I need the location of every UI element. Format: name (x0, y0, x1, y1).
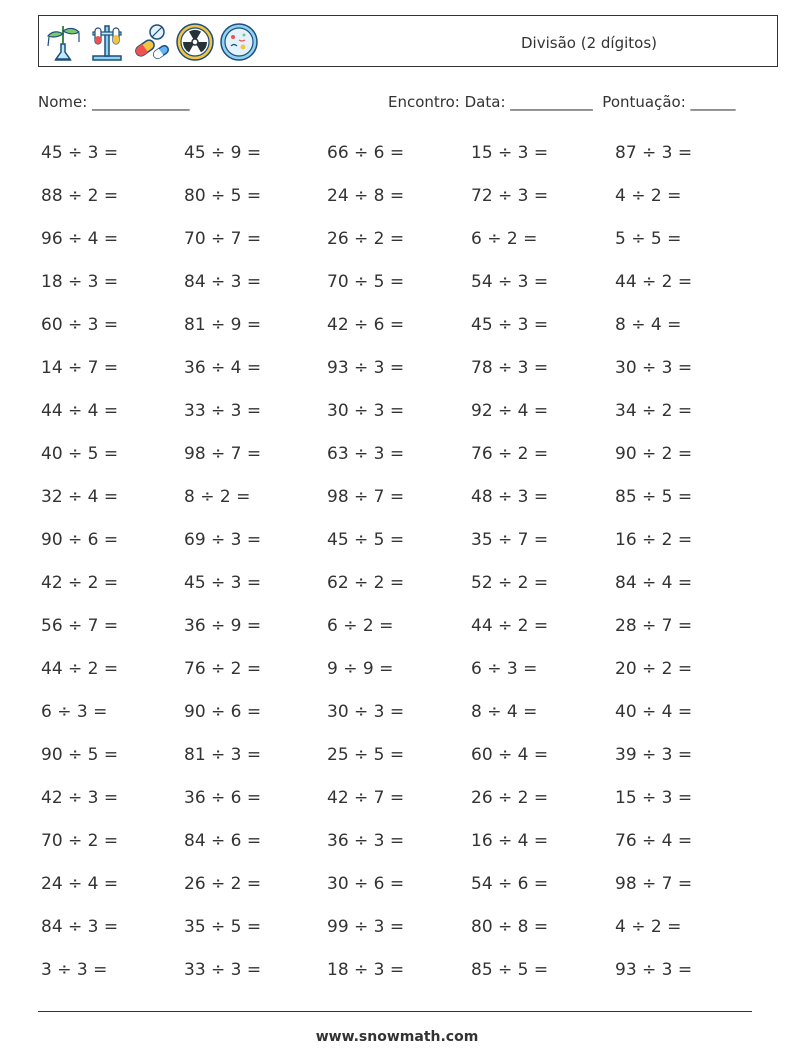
division-problem: 92 ÷ 4 = (471, 401, 549, 421)
worksheet-title: Divisão (2 dígitos) (521, 34, 657, 52)
division-problem: 84 ÷ 3 = (41, 917, 119, 937)
division-problem: 98 ÷ 7 = (327, 487, 405, 507)
division-problem: 20 ÷ 2 = (615, 659, 693, 679)
division-problem: 36 ÷ 3 = (327, 831, 405, 851)
division-problem: 14 ÷ 7 = (41, 358, 119, 378)
division-problem: 6 ÷ 2 = (471, 229, 538, 249)
division-problem: 24 ÷ 8 = (327, 186, 405, 206)
division-problem: 15 ÷ 3 = (615, 788, 693, 808)
division-problem: 45 ÷ 5 = (327, 530, 405, 550)
division-problem: 16 ÷ 2 = (615, 530, 693, 550)
division-problem: 44 ÷ 4 = (41, 401, 119, 421)
division-problem: 98 ÷ 7 = (615, 874, 693, 894)
division-problem: 52 ÷ 2 = (471, 573, 549, 593)
division-problem: 26 ÷ 2 = (327, 229, 405, 249)
division-problem: 44 ÷ 2 = (41, 659, 119, 679)
division-problem: 81 ÷ 9 = (184, 315, 262, 335)
division-problem: 34 ÷ 2 = (615, 401, 693, 421)
division-problem: 30 ÷ 6 = (327, 874, 405, 894)
division-problem: 36 ÷ 9 = (184, 616, 262, 636)
petri-dish-icon (219, 22, 259, 62)
division-problem: 15 ÷ 3 = (471, 143, 549, 163)
division-problem: 40 ÷ 4 = (615, 702, 693, 722)
worksheet-header (38, 15, 778, 67)
division-problem: 63 ÷ 3 = (327, 444, 405, 464)
division-problem: 42 ÷ 2 = (41, 573, 119, 593)
division-problem: 60 ÷ 3 = (41, 315, 119, 335)
division-problem: 45 ÷ 3 = (41, 143, 119, 163)
division-problem: 84 ÷ 3 = (184, 272, 262, 292)
division-problem: 70 ÷ 5 = (327, 272, 405, 292)
division-problem: 5 ÷ 5 = (615, 229, 682, 249)
division-problem: 85 ÷ 5 = (615, 487, 693, 507)
division-problem: 35 ÷ 7 = (471, 530, 549, 550)
division-problem: 72 ÷ 3 = (471, 186, 549, 206)
date-score-field-label: Encontro: Data: ___________ Pontuação: ______ (388, 93, 736, 111)
division-problem: 81 ÷ 3 = (184, 745, 262, 765)
division-problem: 42 ÷ 3 = (41, 788, 119, 808)
division-problem: 88 ÷ 2 = (41, 186, 119, 206)
division-problem: 16 ÷ 4 = (471, 831, 549, 851)
division-problem: 8 ÷ 4 = (471, 702, 538, 722)
division-problem: 40 ÷ 5 = (41, 444, 119, 464)
division-problem: 54 ÷ 3 = (471, 272, 549, 292)
division-problem: 70 ÷ 2 = (41, 831, 119, 851)
division-problem: 35 ÷ 5 = (184, 917, 262, 937)
division-problem: 54 ÷ 6 = (471, 874, 549, 894)
division-problem: 85 ÷ 5 = (471, 960, 549, 980)
division-problem: 36 ÷ 4 = (184, 358, 262, 378)
division-problem: 99 ÷ 3 = (327, 917, 405, 937)
division-problem: 8 ÷ 2 = (184, 487, 251, 507)
division-problem: 45 ÷ 9 = (184, 143, 262, 163)
division-problem: 60 ÷ 4 = (471, 745, 549, 765)
division-problem: 32 ÷ 4 = (41, 487, 119, 507)
division-problem: 45 ÷ 3 = (184, 573, 262, 593)
division-problem: 56 ÷ 7 = (41, 616, 119, 636)
division-problem: 33 ÷ 3 = (184, 960, 262, 980)
division-problem: 6 ÷ 3 = (471, 659, 538, 679)
header-icons (43, 20, 259, 64)
division-problem: 26 ÷ 2 = (184, 874, 262, 894)
division-problem: 8 ÷ 4 = (615, 315, 682, 335)
division-problem: 26 ÷ 2 = (471, 788, 549, 808)
division-problem: 87 ÷ 3 = (615, 143, 693, 163)
division-problem: 33 ÷ 3 = (184, 401, 262, 421)
division-problem: 76 ÷ 2 = (471, 444, 549, 464)
name-field-label: Nome: _____________ (38, 93, 190, 111)
division-problem: 6 ÷ 3 = (41, 702, 108, 722)
division-problem: 42 ÷ 6 = (327, 315, 405, 335)
division-problem: 39 ÷ 3 = (615, 745, 693, 765)
division-problem: 9 ÷ 9 = (327, 659, 394, 679)
test-tubes-stand-icon (87, 22, 127, 62)
division-problem: 28 ÷ 7 = (615, 616, 693, 636)
division-problem: 80 ÷ 5 = (184, 186, 262, 206)
division-problem: 18 ÷ 3 = (41, 272, 119, 292)
division-problem: 66 ÷ 6 = (327, 143, 405, 163)
division-problem: 84 ÷ 4 = (615, 573, 693, 593)
division-problem: 48 ÷ 3 = (471, 487, 549, 507)
footer-divider (38, 1011, 752, 1012)
division-problem: 90 ÷ 6 = (184, 702, 262, 722)
division-problem: 84 ÷ 6 = (184, 831, 262, 851)
division-problem: 18 ÷ 3 = (327, 960, 405, 980)
division-problem: 30 ÷ 3 = (615, 358, 693, 378)
footer-url: www.snowmath.com (315, 1029, 479, 1045)
division-problem: 80 ÷ 8 = (471, 917, 549, 937)
division-problem: 62 ÷ 2 = (327, 573, 405, 593)
division-problem: 42 ÷ 7 = (327, 788, 405, 808)
division-problem: 69 ÷ 3 = (184, 530, 262, 550)
plant-flask-icon (43, 22, 83, 62)
division-problem: 78 ÷ 3 = (471, 358, 549, 378)
division-problem: 6 ÷ 2 = (327, 616, 394, 636)
division-problem: 25 ÷ 5 = (327, 745, 405, 765)
radiation-icon (175, 22, 215, 62)
division-problem: 45 ÷ 3 = (471, 315, 549, 335)
division-problem: 44 ÷ 2 = (471, 616, 549, 636)
division-problem: 90 ÷ 6 = (41, 530, 119, 550)
division-problem: 76 ÷ 2 = (184, 659, 262, 679)
division-problem: 76 ÷ 4 = (615, 831, 693, 851)
division-problem: 70 ÷ 7 = (184, 229, 262, 249)
division-problem: 44 ÷ 2 = (615, 272, 693, 292)
division-problem: 30 ÷ 3 = (327, 702, 405, 722)
division-problem: 30 ÷ 3 = (327, 401, 405, 421)
division-problem: 90 ÷ 2 = (615, 444, 693, 464)
division-problem: 98 ÷ 7 = (184, 444, 262, 464)
division-problem: 36 ÷ 6 = (184, 788, 262, 808)
division-problem: 93 ÷ 3 = (615, 960, 693, 980)
pills-icon (131, 22, 171, 62)
division-problem: 4 ÷ 2 = (615, 186, 682, 206)
division-problem: 90 ÷ 5 = (41, 745, 119, 765)
division-problem: 24 ÷ 4 = (41, 874, 119, 894)
division-problem: 4 ÷ 2 = (615, 917, 682, 937)
division-problem: 93 ÷ 3 = (327, 358, 405, 378)
division-problem: 3 ÷ 3 = (41, 960, 108, 980)
division-problem: 96 ÷ 4 = (41, 229, 119, 249)
